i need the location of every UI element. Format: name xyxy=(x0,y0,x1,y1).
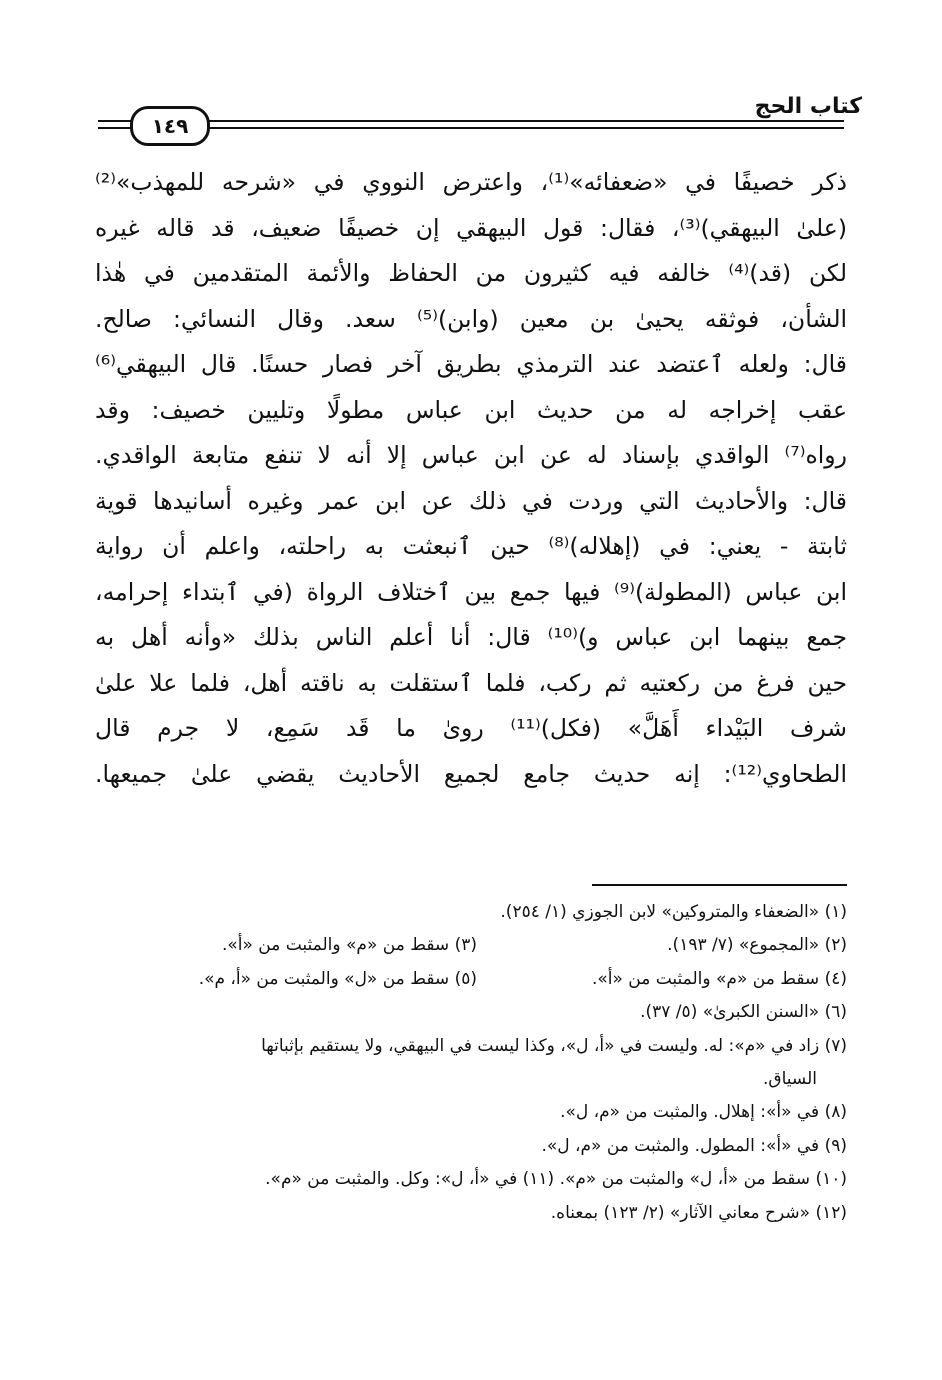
text-line: ثابتة - يعني: في (إهلاله)⁽⁸⁾ حين ٱنبعثت به راحلته، واعلم أن رواية xyxy=(95,532,847,560)
footnote-7: (٧) زاد في «م»: له. وليست في «أ، ل»، وكذا ليست في البيهقي، ولا يستقيم بإثباتها xyxy=(261,1035,847,1056)
footnote-separator xyxy=(592,884,847,886)
footnote-row xyxy=(95,963,847,996)
page-number: ١٤٩ xyxy=(130,106,210,146)
footnote-10-11: (١٠) سقط من «أ، ل» والمثبت من «م». (١١) في «أ، ل»: وكل. والمثبت من «م». xyxy=(265,1169,847,1190)
text-line: ابن عباس (المطولة)⁽⁹⁾ فيها جمع بين ٱختلاف الرواة (في ٱبتداء إحرامه، xyxy=(95,577,848,606)
text-line: لكن (قد)⁽⁴⁾ خالفه فيه كثيرون من الحفاظ والأئمة المتقدمين في هٰذا xyxy=(95,259,847,287)
footnotes xyxy=(95,896,847,1230)
footnote-3: (٣) سقط من «م» والمثبت من «أ». xyxy=(221,935,477,956)
footnote-12: (١٢) «شرح معاني الآثار» (٢/ ١٢٣) بمعناه. xyxy=(550,1202,847,1223)
text-line: جمع بينهما ابن عباس و)⁽¹⁰⁾ قال: أنا أعلم الناس بذلك «وأنه أهل به xyxy=(95,623,847,651)
text-line: شرف البَيْداء أَهَلَّ» (فكل)⁽¹¹⁾ رویٰ ما قَد سَمِع، لا جرم قال xyxy=(95,714,847,742)
text-line: قال: والأحاديث التي وردت في ذلك عن ابن عمر وغيره أسانيدها قوية xyxy=(95,486,847,515)
book-title: كتاب الحج xyxy=(754,94,862,119)
footnote-8: (٨) في «أ»: إهلال. والمثبت من «م، ل». xyxy=(560,1102,847,1123)
text-line: رواه⁽⁷⁾ الواقدي بإسناد له عن ابن عباس إلا أنه لا تنفع متابعة الواقدي. xyxy=(95,441,847,469)
text-line: ذكر خصيفًا في «ضعفائه»⁽¹⁾، واعترض النووي في «شرحه للمهذب»⁽²⁾ xyxy=(95,168,848,196)
footnote-9: (٩) في «أ»: المطول. والمثبت من «م، ل». xyxy=(541,1135,847,1156)
footnote-2: (٢) «المجموع» (٧/ ١٩٣). xyxy=(667,935,847,956)
main-text xyxy=(95,160,847,797)
text-line: حين فرغ من ركعتيه ثم ركب، فلما ٱستقلت به ناقته أهل، فلما علا علىٰ xyxy=(95,668,847,697)
footnote-5: (٥) سقط من «ل» والمثبت من «أ، م». xyxy=(198,968,477,989)
footnote-4: (٤) سقط من «م» والمثبت من «أ». xyxy=(591,968,847,989)
text-line: الطحاوي⁽¹²⁾: إنه حديث جامع لجميع الأحاديث يقضي علىٰ جميعها. xyxy=(95,759,847,788)
footnote-row xyxy=(95,929,847,962)
text-line: قال: ولعله ٱعتضد عند الترمذي بطريق آخر فصار حسنًا. قال البيهقي⁽⁶⁾ xyxy=(95,350,847,378)
footnote-1: (١) «الضعفاء والمتروكين» لابن الجوزي (١/ ٢٥٤). xyxy=(500,902,847,922)
footnote-7-continuation: السياق. xyxy=(763,1069,817,1090)
text-line: عقب إخراجه له من حديث ابن عباس مطولًا وتليين خصيف: وقد xyxy=(95,395,847,424)
footnote-6: (٦) «السنن الكبرىٰ» (٥/ ٣٧). xyxy=(640,1002,847,1023)
text-line: (علىٰ البيهقي)⁽³⁾، فقال: قول البيهقي إن خصيفًا ضعيف، قد قاله غيره xyxy=(95,213,847,242)
text-line: الشأن، فوثقه يحيىٰ بن معين (وابن)⁽⁵⁾ سعد. وقال النسائي: صالح. xyxy=(95,304,848,333)
